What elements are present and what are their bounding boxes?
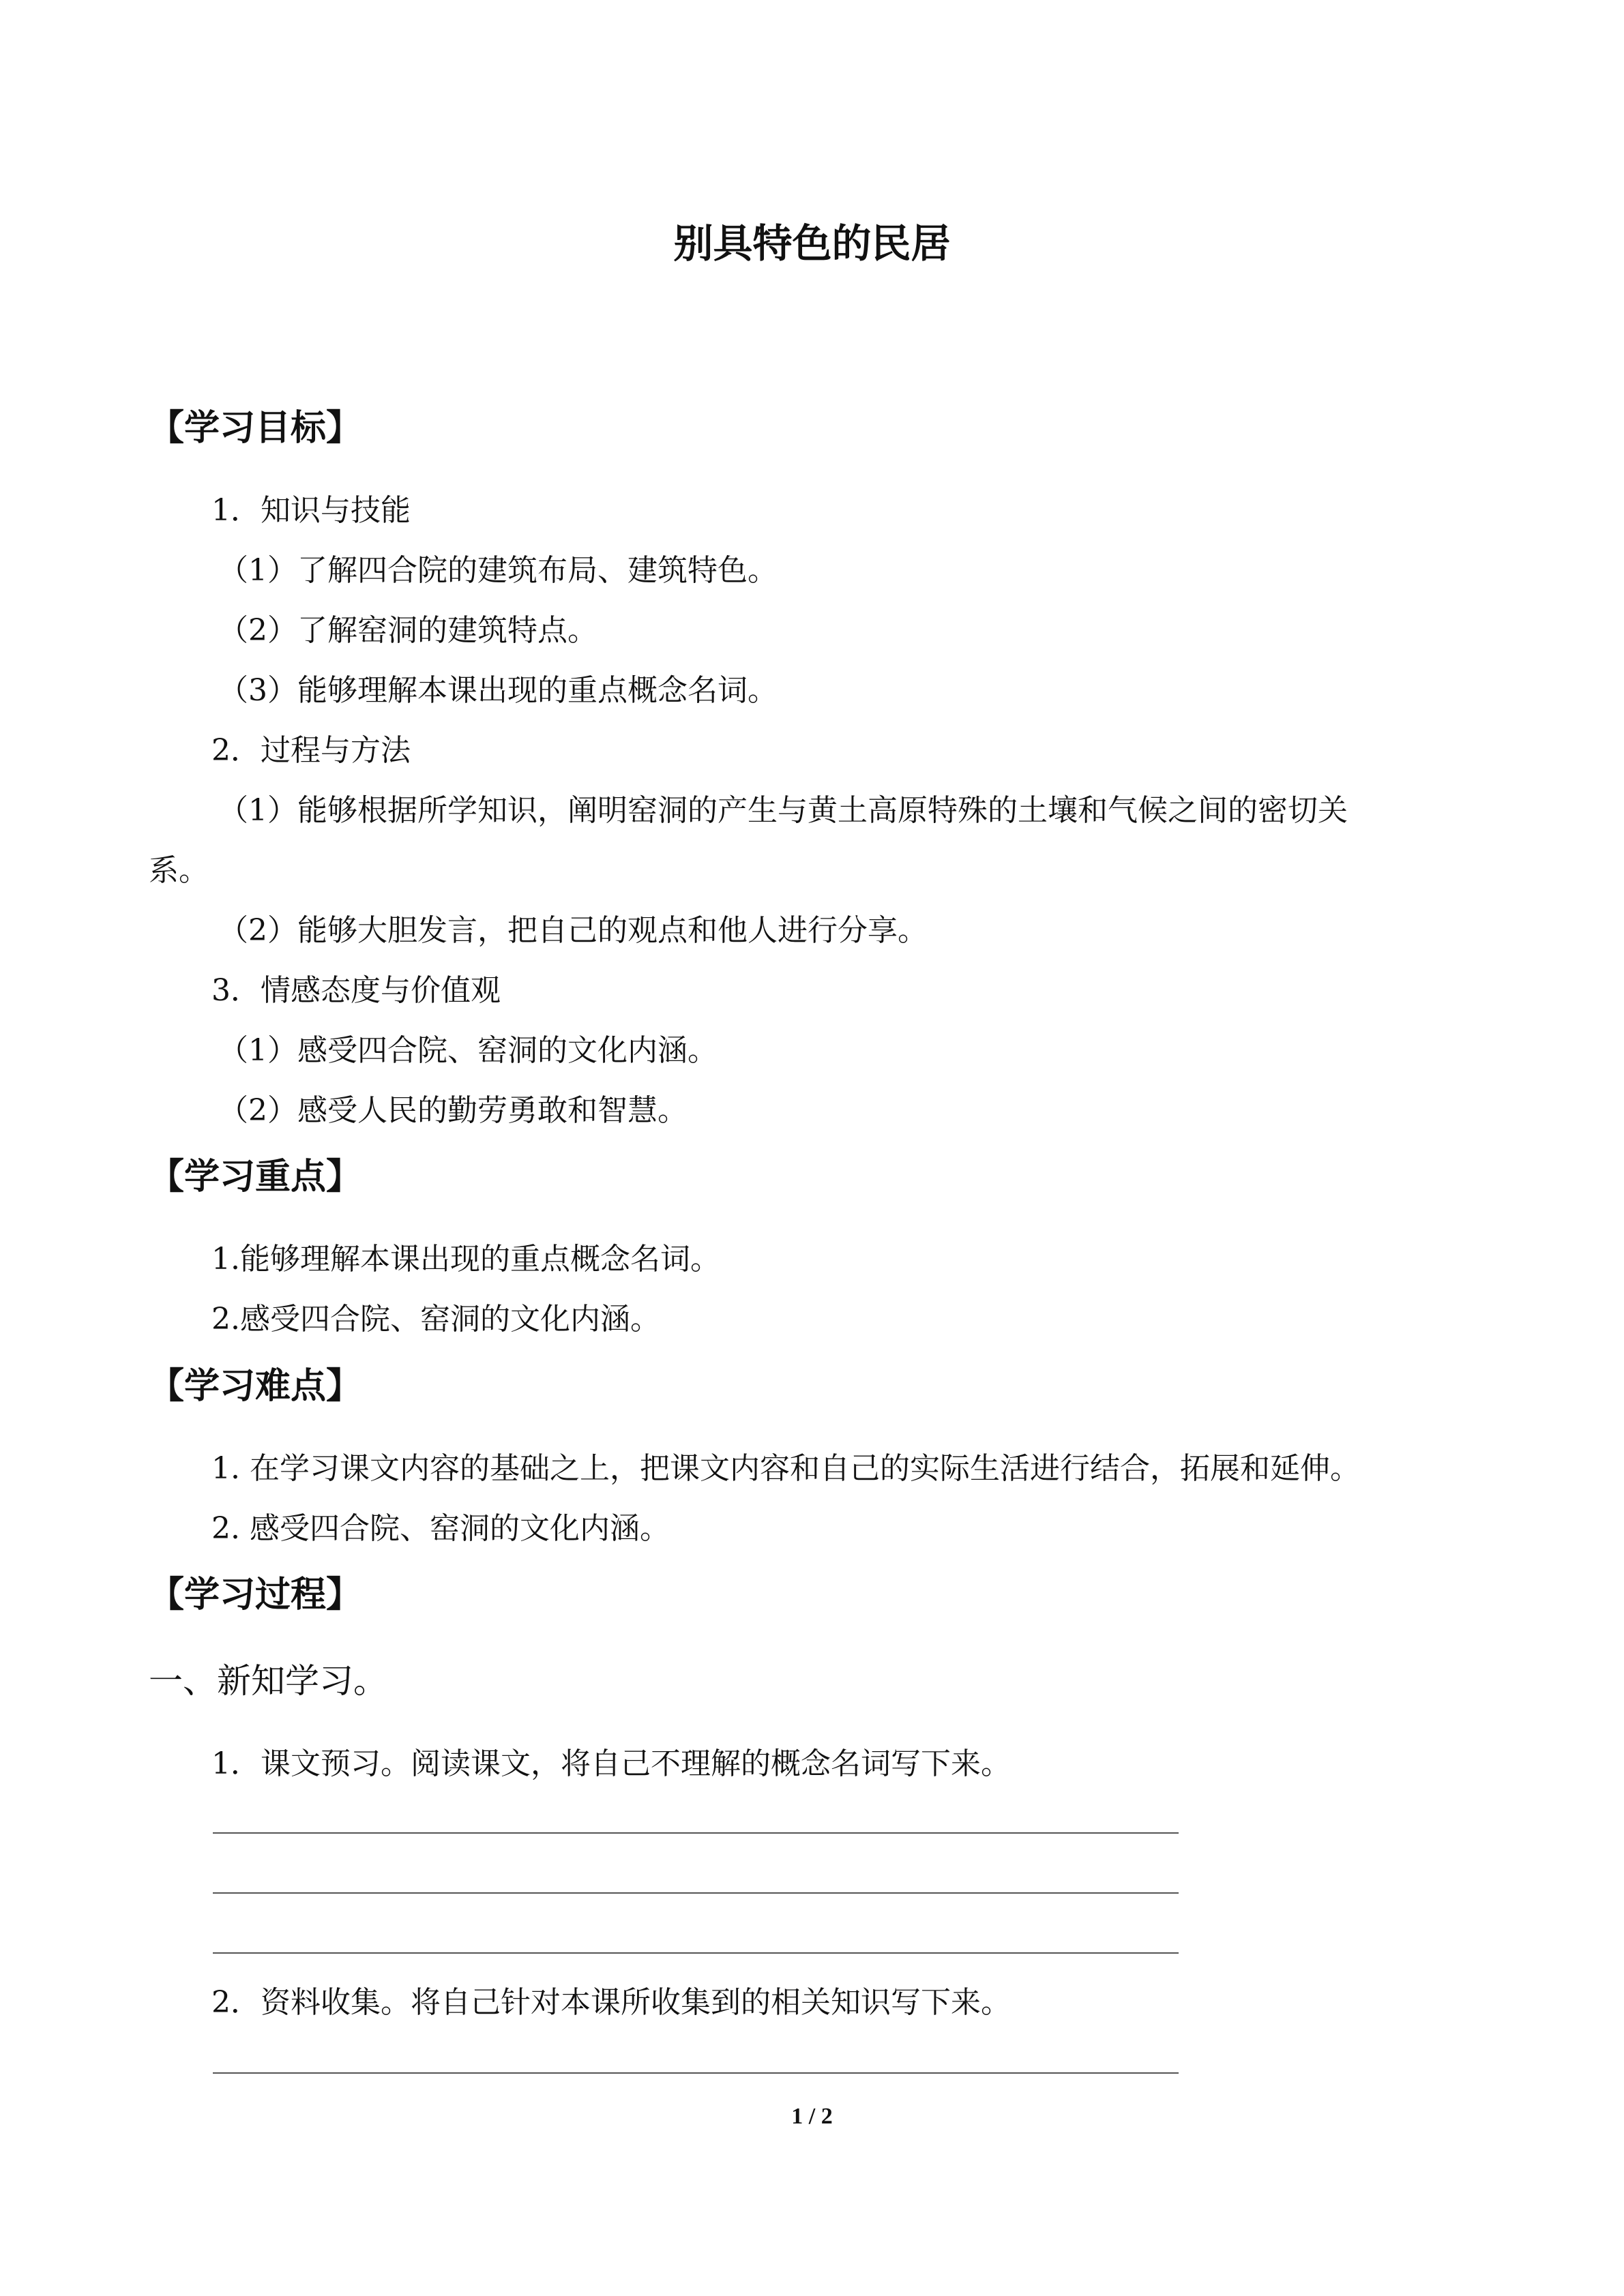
heading-key-points: 【学习重点】 bbox=[149, 1157, 362, 1197]
goal-knowledge-item-1: （1）了解四合院的建筑布局、建筑特色。 bbox=[218, 553, 778, 588]
answer-line[interactable] bbox=[213, 1892, 1179, 1894]
goal-process-item-2: （2）能够大胆发言，把自己的观点和他人进行分享。 bbox=[218, 913, 928, 948]
goal-knowledge-item-3: （3）能够理解本课出现的重点概念名词。 bbox=[218, 673, 778, 708]
page-number: 1 / 2 bbox=[791, 2104, 833, 2129]
difficult-point-1: 1. 在学习课文内容的基础之上，把课文内容和自己的实际生活进行结合，拓展和延伸。 bbox=[211, 1451, 1360, 1486]
difficult-point-2: 2. 感受四合院、窑洞的文化内涵。 bbox=[211, 1511, 670, 1546]
heading-learning-process: 【学习过程】 bbox=[149, 1575, 362, 1615]
goal-process-item-1-cont: 系。 bbox=[149, 853, 209, 888]
key-point-1: 1.能够理解本课出现的重点概念名词。 bbox=[211, 1242, 720, 1277]
goal-process-item-1: （1）能够根据所学知识，阐明窑洞的产生与黄土高原特殊的土壤和气候之间的密切关 bbox=[218, 793, 1348, 828]
answer-line[interactable] bbox=[213, 2072, 1179, 2074]
answer-line[interactable] bbox=[213, 1952, 1179, 1954]
goal-emotion-item-1: （1）感受四合院、窑洞的文化内涵。 bbox=[218, 1033, 718, 1068]
heading-difficult-points: 【学习难点】 bbox=[149, 1366, 362, 1407]
page-title: 别具特色的民居 bbox=[673, 220, 951, 267]
answer-line[interactable] bbox=[213, 1832, 1179, 1834]
goal-emotion-item-2: （2）感受人民的勤劳勇敢和智慧。 bbox=[218, 1093, 688, 1128]
question-2: 2．资料收集。将自己针对本课所收集到的相关知识写下来。 bbox=[211, 1985, 1011, 2020]
heading-learning-goals: 【学习目标】 bbox=[149, 408, 362, 449]
part-new-knowledge: 一、新知学习。 bbox=[149, 1661, 387, 1701]
goal-process-heading: 2．过程与方法 bbox=[211, 733, 411, 768]
question-1: 1．课文预习。阅读课文，将自己不理解的概念名词写下来。 bbox=[211, 1746, 1011, 1781]
goal-knowledge-heading: 1．知识与技能 bbox=[211, 493, 411, 528]
goal-emotion-heading: 3．情感态度与价值观 bbox=[211, 973, 501, 1008]
key-point-2: 2.感受四合院、窑洞的文化内涵。 bbox=[211, 1302, 660, 1337]
goal-knowledge-item-2: （2）了解窑洞的建筑特点。 bbox=[218, 613, 597, 648]
